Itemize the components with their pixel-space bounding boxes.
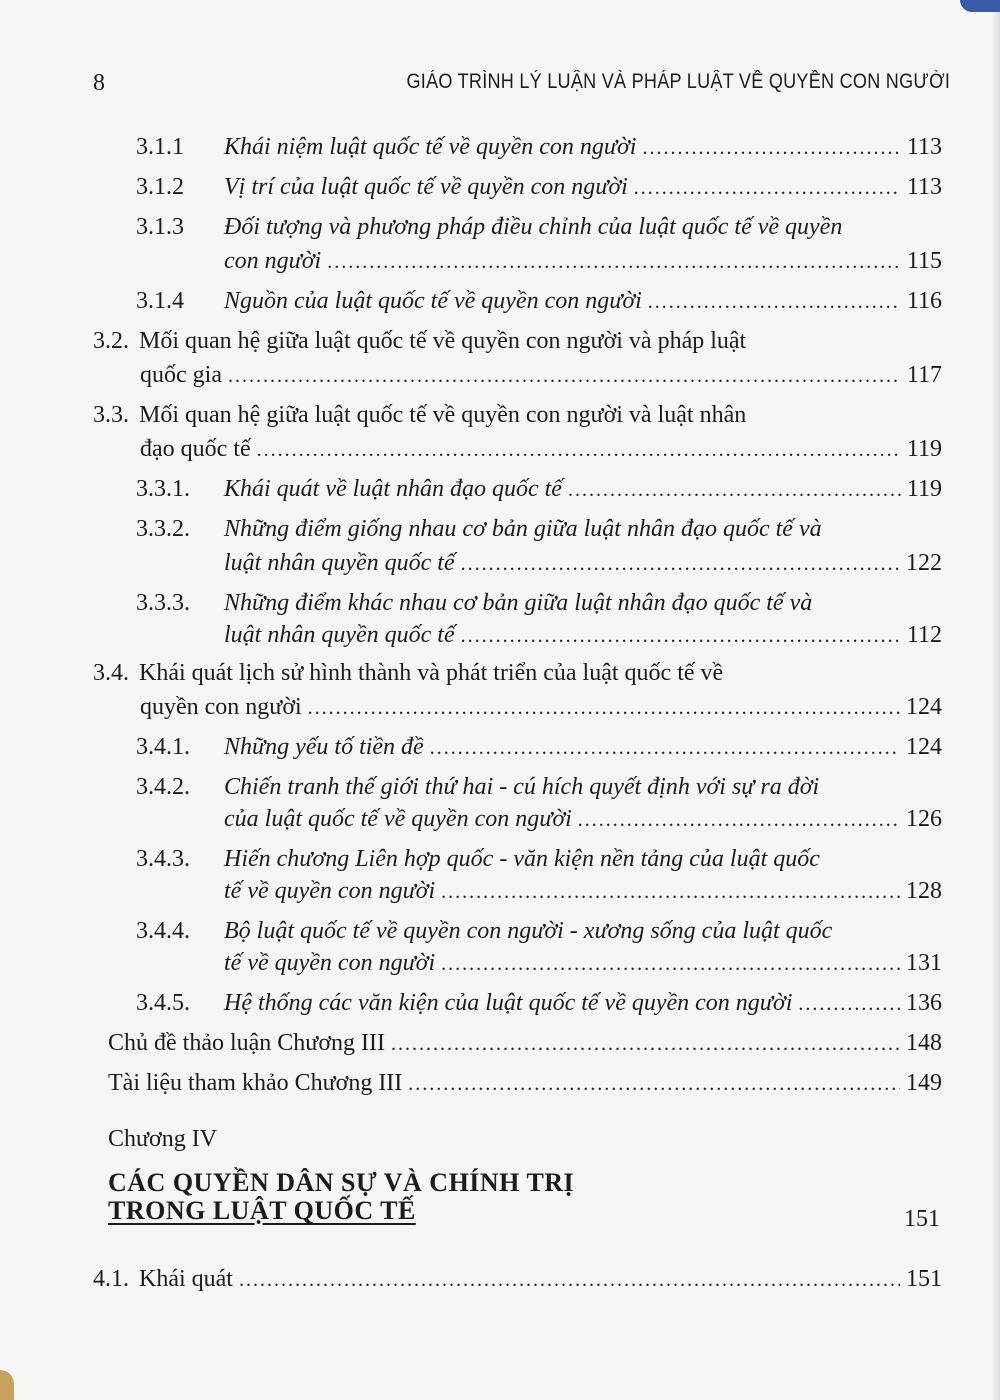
toc-entry: [136, 476, 942, 503]
toc-entry-page: 113: [906, 174, 942, 200]
chapter-label: Chương IV: [108, 1126, 218, 1152]
toc-entry-page: 126: [906, 806, 942, 832]
toc-entry-title: Mối quan hệ giữa luật quốc tế về quyền con người và luật nhân: [139, 402, 747, 428]
leader-dots: [461, 553, 900, 576]
toc-entry-number: 3.1.4: [136, 288, 184, 314]
toc-entry-number: 3.4.: [93, 660, 129, 686]
toc-entry-continuation: [224, 622, 942, 649]
toc-entry-page: 124: [906, 734, 942, 760]
toc-entry-title: Khái niệm luật quốc tế về quyền con người: [224, 134, 637, 160]
leader-dots: [441, 953, 900, 976]
toc-entry: [136, 918, 942, 945]
leader-dots: [430, 737, 900, 760]
toc-entry-continuation: [224, 806, 942, 833]
toc-entry-title-cont: của luật quốc tế về quyền con người: [224, 806, 572, 832]
book-cover-corner-bottom: [0, 1370, 14, 1400]
leader-dots: [239, 1269, 900, 1292]
toc-entry-page: 128: [906, 878, 942, 904]
toc-entry: [136, 174, 942, 201]
toc-entry-page: 148: [906, 1030, 942, 1056]
leader-dots: [441, 881, 900, 904]
toc-entry-title: Vị trí của luật quốc tế về quyền con người: [224, 174, 628, 200]
toc-entry: [136, 134, 942, 161]
toc-entry-title: Khái quát: [139, 1266, 233, 1292]
toc-entry-number: 3.1.3: [136, 214, 184, 240]
toc-entry-title: Hệ thống các văn kiện của luật quốc tế về quyền con người: [224, 990, 793, 1016]
chapter-title-line1: CÁC QUYỀN DÂN SỰ VÀ CHÍNH TRỊ: [108, 1168, 575, 1197]
toc-entry-page: 124: [906, 694, 942, 720]
toc-entry: [108, 1030, 942, 1057]
toc-entry: [136, 590, 942, 617]
toc-entry-page: 149: [906, 1070, 942, 1096]
toc-entry: [93, 660, 942, 687]
toc-entry-continuation: [224, 550, 942, 577]
toc-entry-continuation: [224, 248, 942, 275]
chapter-page-number: 151: [904, 1206, 940, 1232]
toc-entry: [136, 990, 942, 1017]
running-header-title: GIÁO TRÌNH LÝ LUẬN VÀ PHÁP LUẬT VỀ QUYỀN CON NGƯỜI: [406, 70, 950, 93]
toc-entry-title: Chủ đề thảo luận Chương III: [108, 1030, 385, 1056]
toc-entry-title: Những điểm khác nhau cơ bản giữa luật nhân đạo quốc tế và: [224, 590, 813, 616]
toc-entry-number: 3.4.3.: [136, 846, 190, 872]
leader-dots: [228, 365, 901, 388]
toc-entry-continuation: [140, 436, 942, 463]
toc-entry-number: 3.3.3.: [136, 590, 190, 616]
toc-entry: [136, 734, 942, 761]
toc-entry-page: 151: [906, 1266, 942, 1292]
toc-entry-number: 3.4.2.: [136, 774, 190, 800]
leader-dots: [391, 1033, 900, 1056]
toc-entry-title-cont: tế về quyền con người: [224, 878, 436, 904]
toc-entry-title: Những điểm giống nhau cơ bản giữa luật nhân đạo quốc tế và: [224, 516, 822, 542]
leader-dots: [648, 291, 901, 314]
toc-entry-number: 3.4.1.: [136, 734, 190, 760]
toc-entry-title: Chiến tranh thế giới thứ hai - cú hích quyết định với sự ra đời: [224, 774, 820, 800]
leader-dots: [461, 625, 901, 648]
toc-entry-title-cont: con người: [224, 248, 322, 274]
toc-entry: [136, 774, 942, 801]
toc-entry-title: Những yếu tố tiền đề: [224, 734, 424, 760]
toc-entry: [93, 1266, 942, 1293]
leader-dots: [568, 479, 901, 502]
toc-entry-title: Mối quan hệ giữa luật quốc tế về quyền con người và pháp luật: [139, 328, 747, 354]
toc-entry-page: 115: [906, 248, 942, 274]
page-number: 8: [93, 70, 105, 96]
toc-entry-page: 136: [906, 990, 942, 1016]
toc-entry: [108, 1070, 942, 1097]
toc-entry-number: 4.1.: [93, 1266, 129, 1292]
book-cover-corner: [960, 0, 1000, 12]
toc-entry-page: 119: [906, 476, 942, 502]
toc-entry-number: 3.1.2: [136, 174, 184, 200]
toc-entry-title-cont: quyền con người: [140, 694, 302, 720]
toc-entry-number: 3.3.1.: [136, 476, 190, 502]
toc-entry-title: Khái quát về luật nhân đạo quốc tế: [224, 476, 562, 502]
leader-dots: [308, 697, 900, 720]
leader-dots: [578, 809, 900, 832]
toc-entry-page: 117: [906, 362, 942, 388]
toc-entry: [93, 402, 942, 429]
toc-entry-number: 3.4.4.: [136, 918, 190, 944]
toc-entry-title: Tài liệu tham khảo Chương III: [108, 1070, 403, 1096]
toc-entry-continuation: [224, 950, 942, 977]
toc-entry-page: 119: [906, 436, 942, 462]
toc-entry-title-cont: đạo quốc tế: [140, 436, 251, 462]
toc-entry: [136, 516, 942, 543]
toc-entry: [93, 328, 942, 355]
toc-entry-number: 3.4.5.: [136, 990, 190, 1016]
toc-entry-title-cont: luật nhân quyền quốc tế: [224, 550, 455, 576]
toc-entry-title: Đối tượng và phương pháp điều chỉnh của luật quốc tế về quyền: [224, 214, 843, 240]
toc-entry-number: 3.3.2.: [136, 516, 190, 542]
toc-entry-page: 131: [906, 950, 942, 976]
toc-entry-number: 3.2.: [93, 328, 129, 354]
leader-dots: [408, 1073, 900, 1096]
leader-dots: [327, 251, 901, 274]
toc-entry-number: 3.1.1: [136, 134, 184, 160]
toc-entry-title-cont: luật nhân quyền quốc tế: [224, 622, 455, 648]
toc-entry-title: Bộ luật quốc tế về quyền con người - xương sống của luật quốc: [224, 918, 833, 944]
toc-entry-number: 3.3.: [93, 402, 129, 428]
toc-entry-page: 116: [906, 288, 942, 314]
leader-dots: [257, 439, 901, 462]
toc-entry: [136, 288, 942, 315]
leader-dots: [642, 137, 900, 160]
toc-entry-title: Hiến chương Liên hợp quốc - văn kiện nền tảng của luật quốc: [224, 846, 820, 872]
toc-entry-continuation: [140, 362, 942, 389]
toc-entry-title: Khái quát lịch sử hình thành và phát triển của luật quốc tế về: [139, 660, 724, 686]
toc-entry-continuation: [140, 694, 942, 721]
toc-entry-page: 112: [906, 622, 942, 648]
toc-entry-title: Nguồn của luật quốc tế về quyền con người: [224, 288, 642, 314]
leader-dots: [634, 177, 901, 200]
toc-entry-title-cont: tế về quyền con người: [224, 950, 436, 976]
toc-entry: [136, 846, 942, 873]
toc-entry-continuation: [224, 878, 942, 905]
toc-entry-page: 122: [906, 550, 942, 576]
page-edge-shadow: [992, 0, 1000, 1400]
toc-entry-page: 113: [906, 134, 942, 160]
toc-entry: [136, 214, 942, 241]
chapter-title-line2: TRONG LUẬT QUỐC TẾ: [108, 1196, 416, 1225]
leader-dots: [798, 993, 900, 1016]
toc-entry-title-cont: quốc gia: [140, 362, 222, 388]
